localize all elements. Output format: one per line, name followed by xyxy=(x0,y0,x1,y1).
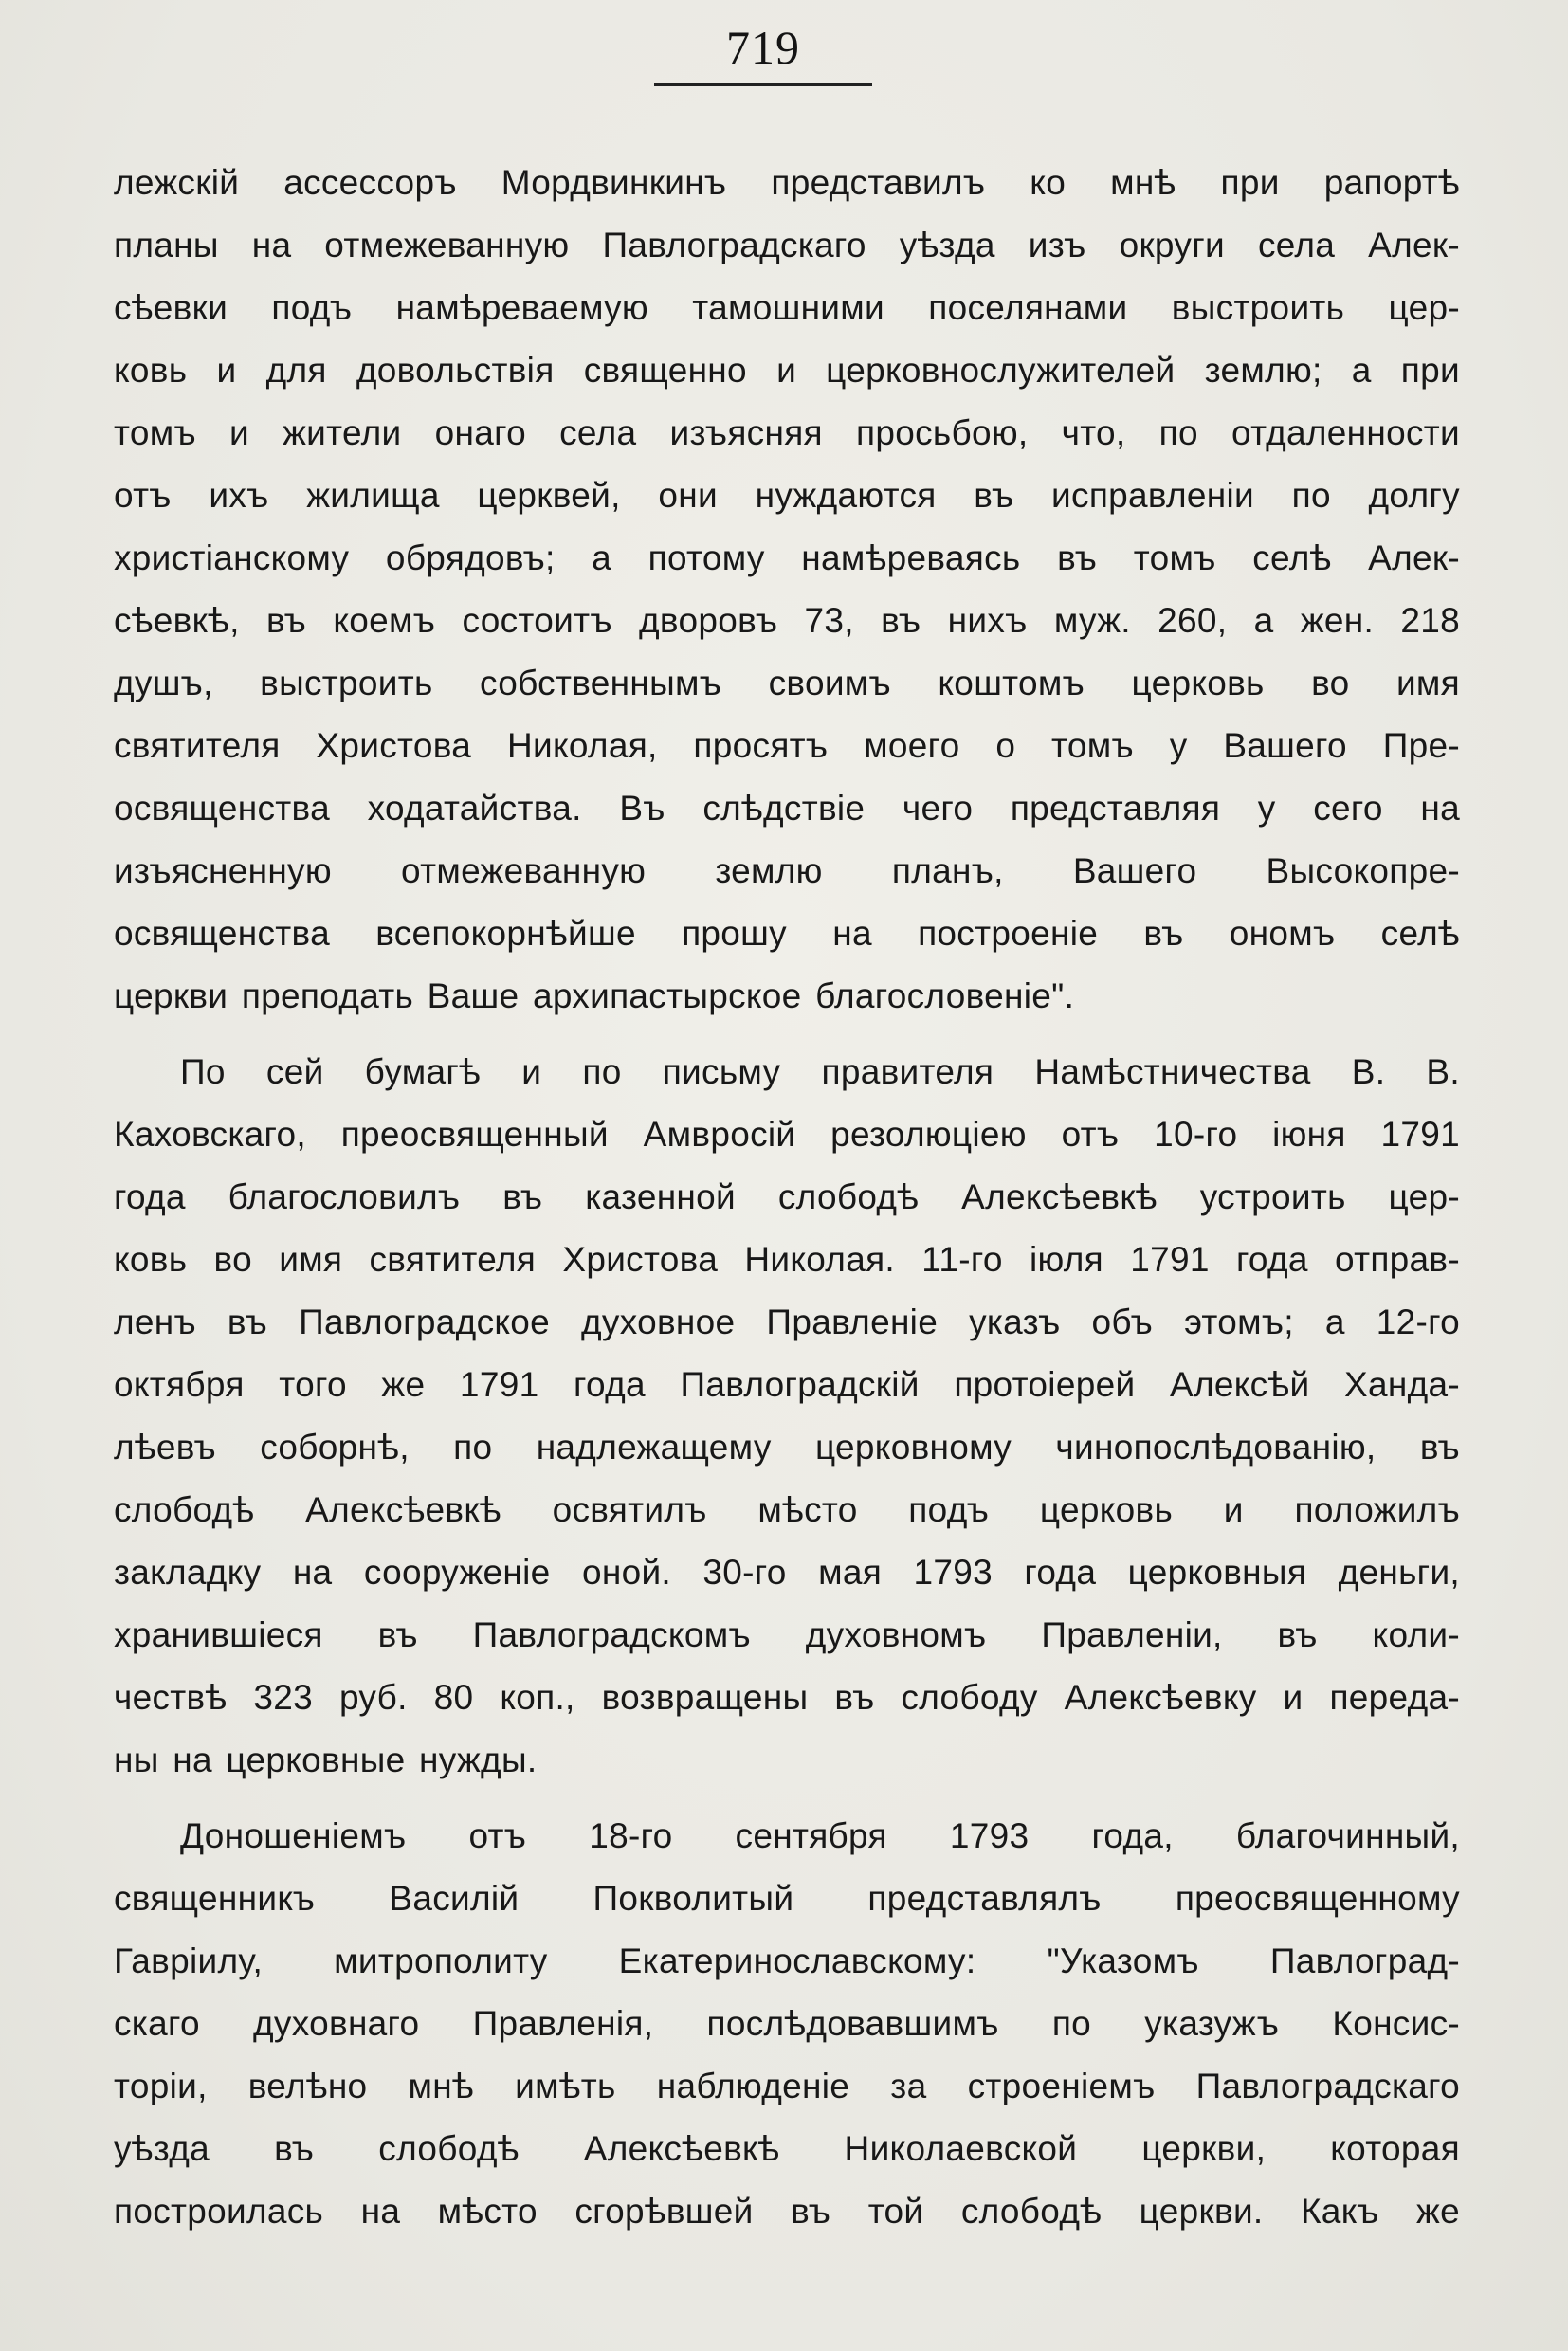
paragraph xyxy=(114,1041,1460,1792)
text-line: ленъ въ Павлоградское духовное Правленіе указъ объ этомъ; а 12-го xyxy=(114,1303,1460,1341)
text-line: планы на отмежеванную Павлоградскаго уѣзда изъ округи села Алек- xyxy=(114,226,1460,264)
text-line: ковь и для довольствія священно и церковнослужителей землю; а при xyxy=(114,351,1460,390)
text-line: священникъ Василій Покволитый представлялъ преосвященному xyxy=(114,1879,1460,1918)
text-line: лѣевъ соборнѣ, по надлежащему церковному чинопослѣдованію, въ xyxy=(114,1428,1460,1467)
text-line: Гавріилу, митрополиту Екатеринославскому: "Указомъ Павлоград- xyxy=(114,1941,1460,1980)
page-header xyxy=(654,17,872,86)
body-text xyxy=(114,152,1460,2243)
paragraph xyxy=(114,1805,1460,2243)
text-line: ны на церковные нужды. xyxy=(114,1740,538,1779)
text-line: чествѣ 323 руб. 80 коп., возвращены въ слободу Алексѣевку и переда- xyxy=(114,1678,1460,1717)
text-line: уѣзда въ слободѣ Алексѣевкѣ Николаевской церкви, которая xyxy=(114,2129,1460,2168)
page-number: 719 xyxy=(726,21,800,74)
text-line: лежскій ассессоръ Мордвинкинъ представилъ ко мнѣ при рапортѣ xyxy=(114,163,1460,202)
text-line: Каховскаго, преосвященный Амвросій резолюціею отъ 10-го іюня 1791 xyxy=(114,1115,1460,1154)
text-line: изъясненную отмежеванную землю планъ, Вашего Высокопре- xyxy=(114,851,1460,890)
text-line: хранившіеся въ Павлоградскомъ духовномъ Правленіи, въ коли- xyxy=(114,1615,1460,1654)
text-line: ковь во имя святителя Христова Николая. 11-го іюля 1791 года отправ- xyxy=(114,1240,1460,1279)
paragraph-gap xyxy=(114,1028,1460,1041)
paragraph-gap xyxy=(114,1792,1460,1805)
text-line: церкви преподать Ваше архипастырское благословеніе". xyxy=(114,976,1075,1015)
paragraph xyxy=(114,152,1460,1028)
text-line: По сей бумагѣ и по письму правителя Намѣстничества В. В. xyxy=(180,1052,1460,1091)
text-line: сѣевки подъ намѣреваемую тамошними поселянами выстроить цер- xyxy=(114,288,1460,327)
page-number-rule xyxy=(654,83,872,86)
text-line: года благословилъ въ казенной слободѣ Алексѣевкѣ устроить цер- xyxy=(114,1177,1460,1216)
text-line: Доношеніемъ отъ 18-го сентября 1793 года, благочинный, xyxy=(180,1816,1460,1855)
text-line: закладку на сооруженіе оной. 30-го мая 1793 года церковныя деньги, xyxy=(114,1553,1460,1592)
text-line: томъ и жители онаго села изъясняя просьбою, что, по отдаленности xyxy=(114,413,1460,452)
text-line: освященства ходатайства. Въ слѣдствіе чего представляя у сего на xyxy=(114,789,1460,828)
text-line: слободѣ Алексѣевкѣ освятилъ мѣсто подъ церковь и положилъ xyxy=(114,1490,1460,1529)
text-line: торіи, велѣно мнѣ имѣть наблюденіе за строеніемъ Павлоградскаго xyxy=(114,2067,1460,2105)
text-line: скаго духовнаго Правленія, послѣдовавшимъ по указужъ Консис- xyxy=(114,2004,1460,2043)
text-line: построилась на мѣсто сгорѣвшей въ той слободѣ церкви. Какъ же xyxy=(114,2192,1460,2231)
text-line: христіанскому обрядовъ; а потому намѣреваясь въ томъ селѣ Алек- xyxy=(114,538,1460,577)
text-line: освященства всепокорнѣйше прошу на построеніе въ ономъ селѣ xyxy=(114,914,1460,953)
text-line: святителя Христова Николая, просятъ моего о томъ у Вашего Пре- xyxy=(114,726,1460,765)
text-line: отъ ихъ жилища церквей, они нуждаются въ исправленіи по долгу xyxy=(114,476,1460,515)
text-line: сѣевкѣ, въ коемъ состоитъ дворовъ 73, въ нихъ муж. 260, а жен. 218 xyxy=(114,601,1460,640)
text-line: октября того же 1791 года Павлоградскій протоіерей Алексѣй Хандa- xyxy=(114,1365,1460,1404)
text-line: душъ, выстроить собственнымъ своимъ коштомъ церковь во имя xyxy=(114,664,1460,702)
